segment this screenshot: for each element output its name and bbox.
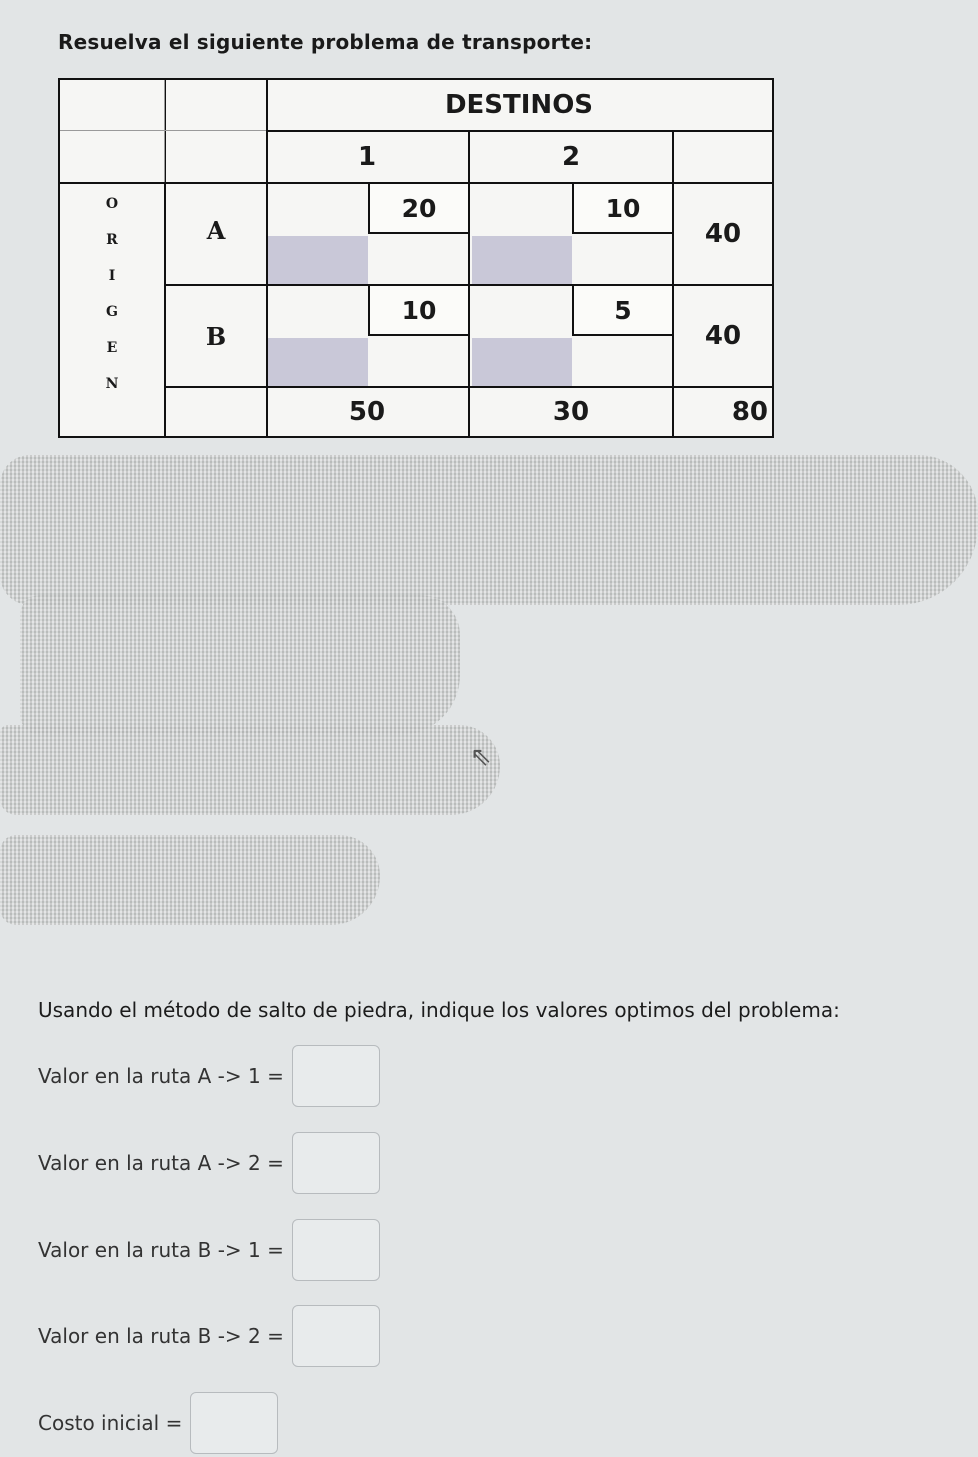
field-label: Costo inicial = — [38, 1411, 183, 1435]
shaded-cell — [472, 338, 572, 386]
field-row — [38, 1132, 380, 1194]
shaded-cell — [268, 236, 368, 284]
shaded-cell — [472, 236, 572, 284]
shaded-cell — [268, 338, 368, 386]
problem-title: Resuelva el siguiente problema de transporte: — [58, 30, 593, 54]
demand-1: 50 — [348, 397, 386, 427]
supply-b: 40 — [704, 321, 742, 351]
mouse-cursor-icon: ⇖ — [470, 742, 492, 772]
cost-a1: 20 — [368, 184, 468, 234]
cost-b2: 5 — [572, 286, 672, 336]
supply-a: 40 — [704, 219, 742, 249]
cost-a2: 10 — [572, 184, 672, 234]
field-label: Valor en la ruta A -> 2 = — [38, 1151, 284, 1175]
destinations-header: DESTINOS — [444, 90, 594, 120]
destination-1-header: 1 — [357, 142, 377, 172]
answer-a1-input[interactable] — [292, 1045, 380, 1107]
field-label: Valor en la ruta B -> 1 = — [38, 1238, 284, 1262]
origin-a-label: A — [206, 215, 226, 245]
origin-b-label: B — [205, 321, 227, 351]
field-row — [38, 1392, 278, 1454]
answer-b2-input[interactable] — [292, 1305, 380, 1367]
demand-total: 80 — [731, 397, 768, 427]
field-label: Valor en la ruta A -> 1 = — [38, 1064, 284, 1088]
field-row — [38, 1219, 380, 1281]
origin-vertical-label: O R I G E N — [105, 196, 119, 392]
destination-2-header: 2 — [561, 142, 581, 172]
field-label: Valor en la ruta B -> 2 = — [38, 1324, 284, 1348]
answer-b1-input[interactable] — [292, 1219, 380, 1281]
initial-cost-input[interactable] — [190, 1392, 278, 1454]
obscured-region — [0, 445, 978, 935]
field-row — [38, 1045, 380, 1107]
question-text: Usando el método de salto de piedra, indique los valores optimos del problema: — [38, 998, 840, 1022]
transport-table — [58, 78, 774, 438]
demand-2: 30 — [552, 397, 590, 427]
answer-a2-input[interactable] — [292, 1132, 380, 1194]
cost-b1: 10 — [368, 286, 468, 336]
field-row — [38, 1305, 380, 1367]
